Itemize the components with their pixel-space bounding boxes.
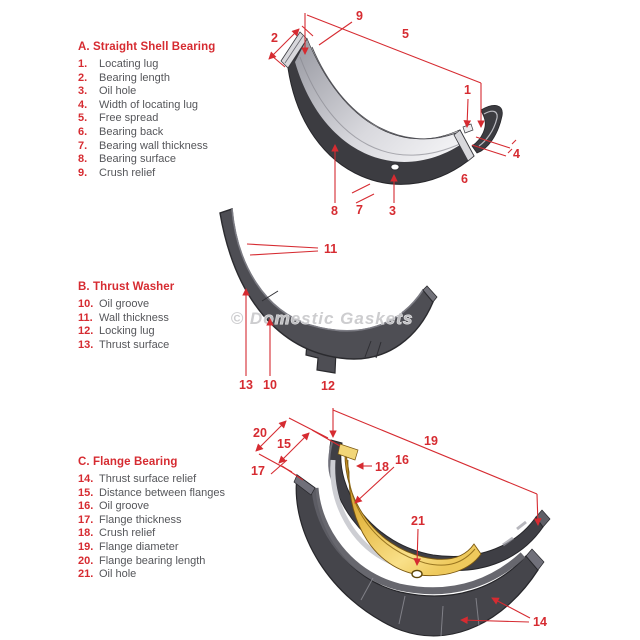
- item-label: Bearing length: [99, 71, 170, 84]
- list-item: [78, 140, 215, 154]
- item-label: Flange thickness: [99, 513, 182, 526]
- item-number: 5.: [78, 112, 88, 125]
- item-label: Oil hole: [99, 85, 137, 98]
- thrust-washer-shape: [220, 209, 437, 373]
- list-item: [78, 298, 174, 312]
- item-number: 4.: [78, 98, 88, 111]
- list-item: [78, 487, 225, 501]
- callout-7: 7: [356, 203, 363, 217]
- item-label: Free spread: [99, 112, 159, 125]
- list-item: [78, 126, 215, 140]
- diagram-flange-bearing: [245, 398, 640, 640]
- oil-hole: [412, 570, 422, 577]
- callout-21: 21: [411, 514, 425, 528]
- item-label: Oil hole: [99, 568, 137, 581]
- item-label: Crush relief: [99, 166, 156, 179]
- list-item: [78, 555, 225, 569]
- item-label: Wall thickness: [99, 311, 169, 324]
- item-label: Thrust surface: [99, 338, 170, 351]
- callout-2: 2: [271, 31, 278, 45]
- item-number: 21.: [78, 568, 94, 581]
- item-number: 2.: [78, 71, 88, 84]
- item-number: 19.: [78, 540, 94, 553]
- item-label: Oil groove: [99, 500, 150, 513]
- callout-16: 16: [395, 453, 409, 467]
- item-label: Oil groove: [99, 298, 150, 310]
- diagram-straight-shell-bearing: [255, 0, 585, 235]
- section-b-title: B. Thrust Washer: [78, 281, 175, 293]
- list-item: [78, 85, 215, 99]
- section-c-title: C. Flange Bearing: [78, 456, 178, 468]
- callout-14: 14: [533, 615, 547, 629]
- item-number: 13.: [78, 338, 94, 351]
- list-item: [78, 339, 174, 353]
- item-number: 1.: [78, 58, 88, 70]
- bearing-end-piece: [472, 105, 502, 153]
- item-label: Bearing surface: [99, 153, 177, 166]
- section-a-title: A. Straight Shell Bearing: [78, 41, 216, 53]
- item-number: 18.: [78, 527, 94, 540]
- far-flange: [329, 440, 550, 570]
- shell-bearing-shape: [281, 32, 502, 184]
- item-number: 3.: [78, 85, 88, 98]
- callout-6: 6: [461, 172, 468, 186]
- item-number: 16.: [78, 500, 94, 513]
- watermark: © Domestic Gaskets: [230, 309, 414, 328]
- callout-3: 3: [389, 204, 396, 218]
- item-number: 17.: [78, 513, 94, 526]
- gold-bearing-surface: [338, 444, 481, 576]
- callout-13: 13: [239, 378, 253, 392]
- flange-bearing-shape: [294, 440, 550, 636]
- item-label: Flange bearing length: [99, 554, 206, 567]
- list-item: [78, 58, 215, 72]
- list-item: [78, 72, 215, 86]
- item-label: Flange diameter: [99, 540, 179, 553]
- list-item: [78, 514, 225, 528]
- list-item: [78, 99, 215, 113]
- callout-19: 19: [424, 434, 438, 448]
- callout-15: 15: [277, 437, 291, 451]
- list-item: [78, 473, 225, 487]
- callout-4: 4: [513, 147, 520, 161]
- list-item: [78, 167, 215, 181]
- item-number: 9.: [78, 166, 88, 179]
- item-number: 8.: [78, 153, 88, 166]
- callout-20: 20: [253, 426, 267, 440]
- callout-8: 8: [331, 204, 338, 218]
- item-number: 7.: [78, 139, 88, 152]
- legend-thrust-washer: [78, 281, 174, 352]
- item-number: 10.: [78, 298, 94, 310]
- list-item: [78, 500, 225, 514]
- item-number: 12.: [78, 325, 94, 338]
- item-label: Width of locating lug: [99, 98, 199, 111]
- item-label: Locating lug: [99, 58, 159, 70]
- list-item: [78, 325, 174, 339]
- item-label: Distance between flanges: [99, 486, 225, 499]
- list-item: [78, 153, 215, 167]
- item-label: Crush relief: [99, 527, 156, 540]
- callout-1: 1: [464, 83, 471, 97]
- callout-17: 17: [251, 464, 265, 478]
- list-item: [78, 312, 174, 326]
- callout-9: 9: [356, 9, 363, 23]
- list-item: [78, 541, 225, 555]
- item-number: 6.: [78, 125, 88, 138]
- item-number: 11.: [78, 311, 93, 324]
- item-label: Thrust surface relief: [99, 473, 197, 485]
- callout-12: 12: [321, 379, 335, 393]
- list-item: [78, 527, 225, 541]
- oil-hole: [391, 164, 400, 170]
- item-label: Bearing wall thickness: [99, 139, 208, 152]
- callout-5: 5: [402, 27, 409, 41]
- diagram-thrust-washer: [205, 205, 505, 400]
- list-item: [78, 568, 225, 582]
- list-item: [78, 112, 215, 126]
- legend-flange-bearing: [78, 456, 225, 582]
- item-label: Locking lug: [99, 325, 155, 338]
- locating-lug-notch: [463, 124, 473, 133]
- item-number: 15.: [78, 486, 94, 499]
- callout-18: 18: [375, 460, 389, 474]
- legend-straight-shell-bearing: [78, 41, 215, 180]
- item-number: 20.: [78, 554, 94, 567]
- item-number: 14.: [78, 473, 94, 485]
- item-label: Bearing back: [99, 125, 164, 138]
- callout-10: 10: [263, 378, 277, 392]
- callout-11: 11: [324, 242, 338, 256]
